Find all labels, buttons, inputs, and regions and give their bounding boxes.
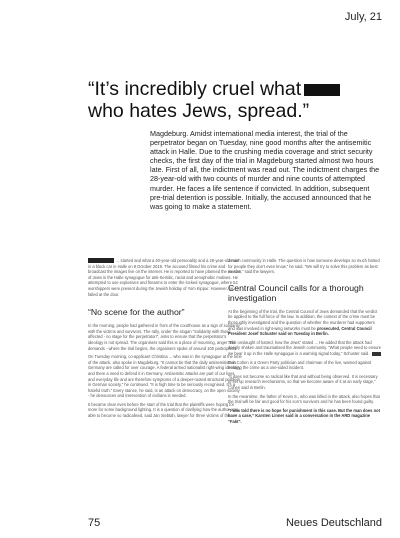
- body-paragraph: In the meantime, the father of Kevin S., who was killed in the attack, also hopes that the trial will be fair and good for his son’s survivors and he has been found guilty.: [228, 393, 380, 405]
- page-number: 75: [88, 517, 101, 529]
- body-paragraph: Jewish community in Halle. The question is how someone develops so much hatred for people they don’t even know,” he said. “We will try to solve this problem as best we can,” said the lawyers.: [228, 258, 380, 275]
- headline-line-2: who hates Jews, spread.”: [88, 100, 310, 122]
- body-paragraph: ... started and what a 40-year-old personality and a 28-year-old man in a black car in Halle on 9 October 2019. The accused filmed his crime and broadcast the images live on the internet. He is reported to have planned the murder of Jews in the Halle synagogue for anti-Semitic, racist and xenophobic motives. He attempted to use explosives and firearms to enter the locked synagogue, where 52 worshippers were present during the Jewish holiday of Yom Kippur. However, he failed at the door.: [88, 258, 241, 297]
- body-paragraph: “I was told there is no hope for punishment in this case. But the man does not have a case,” Karsten Linner said in a conversation in the ARD magazine “Fakt”.: [228, 407, 380, 424]
- subheading-no-scene: “No scene for the author”: [88, 307, 185, 318]
- redaction-bar: [304, 84, 340, 96]
- body-paragraph: At the beginning of the trial, the Central Council of Jews demanded that the verdict be applied to the full force of the law. In addition, the context of the crime must be thoroughly investigated and the question of whether the murderer had supporters and was involved in right-wing networks must be prosecuted, Central Council President Josef Schuster said on Tuesday in Berlin.: [228, 308, 378, 337]
- publication-name: Neues Deutschland: [285, 517, 382, 529]
- body-paragraph: “The onslaught of hatred, how the Jews” stated ... He added that the attack had deeply shaken and traumatised the Jewish community. “What people need to ensure we bear it up in the Halle synagogue is a warning signal today,” Schuster said.: [228, 339, 382, 356]
- bold-text: “Fakt”.: [228, 418, 242, 424]
- redaction-bar: [372, 352, 381, 356]
- body-paragraph: In the morning, people had gathered in front of the courthouse as a sign of solidarity with the victims and survivors. The rally, under the slogan “Solidarity with those affected - no stage for the perpetrator!”, aims to ensure that the perpetrator’s ideology is not spread. The organisers said this is a place of mourning, anger and demands - where the trial begins, the organisers spoke of around 100 participants.: [88, 323, 240, 351]
- headline-line-1: “It’s incredibly cruel what: [88, 78, 302, 100]
- issue-date: July, 21: [344, 11, 382, 23]
- bold-text: prosecuted, Central Council President Josef Schuster said on Tuesday in Berlin.: [228, 325, 372, 337]
- headline: [88, 78, 388, 122]
- body-paragraph: It became clear even before the start of the trial that the plaintiffs were hoping for more for some background lighting. It is a question of clarifying how the author was able to become so radicalised, said Jan Siebtah, lawyer for three victims of the: [88, 401, 239, 419]
- body-paragraph: “It does not become so radical like that and without being observed. It is necessary to set up research mechanisms, so that we become aware of it at an early stage,” Cohen said in Berlin.: [228, 373, 378, 390]
- body-paragraph: On Tuesday morning, co-applicant Christina ... who was in the synagogue at the time of the attack, also spoke in Magdeburg. “It cannot be that the daily antisemitism in Germany are called for over courage. A federal armed nationalist right-wing ideology and there a need to defend it in Germany. Antisemitic attacks are part of our lives and everyday life and are therefore symptoms of a deeper-rooted structural problem in German society,” he continued. “It is high time to be seriously recognised. It’s a hateful truth.” Every stance, he said, is an attack on democracy, on the open society - he denounces and intervention of civilians is needed.: [88, 354, 242, 399]
- body-paragraph: Dan Cohen is a Green Party politician and chairman of the live, warned against treating the crime as a one-sided incident.: [228, 359, 372, 371]
- article-column-left: [88, 258, 242, 422]
- subheading-central-council: Central Council calls for a thorough investigation: [228, 282, 364, 303]
- lead-paragraph: Magdeburg. Amidst international media interest, the trial of the perpetrator began on Tuesday, nine good months after the antisemitic attack in Halle. Due to the crushing media coverage and strict security checks, the first day of the trial in Magdeburg started almost two hours late. First of all, the indictment was read out. The indictment charges the 28-year-old with two counts of murder and nine counts of attempted murder. He faces a life sentence if convicted. In addition, subsequent pre-trial detention is possible. Initially, the accused announced that he was going to make a statement.: [150, 129, 380, 211]
- article-column-right: [228, 258, 382, 427]
